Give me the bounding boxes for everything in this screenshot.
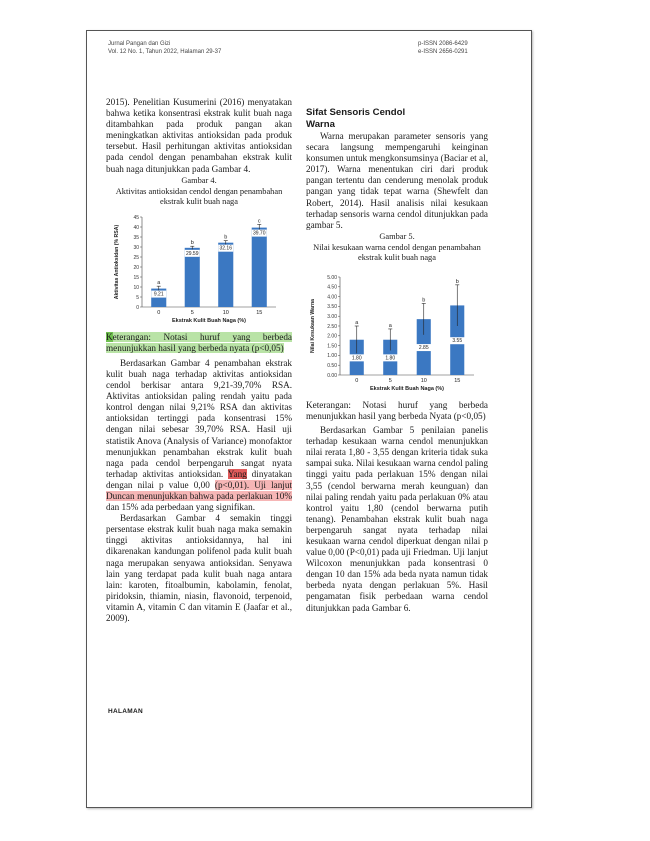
y-tick-label: 10 — [133, 284, 139, 291]
figure-5-chart — [306, 267, 488, 397]
left-paragraph-2-mid: dinyatakan dengan nilai p value 0,00 — [106, 468, 292, 490]
left-paragraph-2-text: Berdasarkan Gambar 4 penambahan ekstrak kulit buah naga terhadap aktivitas antioksidan cendol berkisar antara 9,21-39,70% RSA. Aktivitas antioksidan paling rendah yaitu pada kontrol dengan nilai 9,21% RSA dan aktivitas antioksidan tertinggi pada konsentrasi 15% dengan nilai sebesar 39,70% RSA. Hasil uji statistik Anova (Analysis of Variance) monofaktor menunjukkan penambahan ekstrak kulit buah naga pada cendol berpengaruh sangat nyata terhadap aktivitas antioksidan. — [106, 357, 292, 479]
right-column — [306, 107, 488, 614]
y-tick-label: 5 — [136, 294, 139, 301]
significance-letter: c — [257, 218, 261, 225]
significance-letter: a — [388, 322, 392, 329]
data-label: 29.59 — [185, 250, 199, 257]
y-tick-label: 3.00 — [327, 313, 337, 320]
note-line-2: menunjukkan hasil yang berbeda nyata (p<0,05) — [106, 342, 284, 353]
figure-4-label: Gambar 4. — [181, 175, 217, 185]
significance-letter: b — [455, 278, 459, 285]
y-tick-label: 30 — [133, 244, 139, 251]
significance-letter: a — [157, 279, 161, 286]
x-tick-label: 10 — [222, 309, 229, 316]
figure-4-chart — [106, 209, 292, 329]
left-paragraph-1: 2015). Penelitian Kusumerini (2016) menyatakan bahwa ketika konsentrasi ekstrak kulit buah naga ditambahkan pada produk pangan akan meningkatkan aktivitas antioksidan pada produk tersebut. Hasil perhitungan aktivitas antioksidan pada cendol dengan penambahan ekstrak kulit buah naga ditunjukkan pada Gambar 4. — [106, 97, 292, 174]
p-issn: p-ISSN 2086-6429 — [418, 41, 468, 47]
x-tick-label: 10 — [420, 377, 427, 384]
e-issn: e-ISSN 2656-0291 — [418, 49, 468, 55]
data-label: 32.16 — [219, 245, 233, 252]
left-column — [106, 97, 292, 624]
journal-volume: Vol. 12 No. 1, Tahun 2022, Halaman 29-37 — [108, 49, 222, 55]
y-tick-label: 15 — [133, 274, 139, 281]
y-tick-label: 4.00 — [327, 294, 337, 301]
figure-5-label: Gambar 5. — [379, 231, 415, 241]
y-tick-label: 0.50 — [327, 362, 337, 369]
y-tick-label: 40 — [133, 224, 139, 231]
significance-letter: b — [224, 234, 228, 241]
y-tick-label: 2.50 — [327, 323, 337, 330]
y-tick-label: 35 — [133, 234, 139, 241]
journal-header-right — [418, 40, 468, 56]
bar-10 — [218, 242, 233, 306]
data-label: 3.55 — [452, 338, 463, 345]
x-axis-title: Ekstrak Kulit Buah Naga (%) — [172, 317, 246, 324]
x-tick-label: 5 — [190, 309, 194, 316]
right-paragraph-1: Warna merupakan parameter sensoris yang secara langsung mempengaruhi keinginan konsumen untuk mengkonsumsinya (Baciar et al, 2017). Warna menentukan ciri dari produk pangan tertentu dan cenderung menolak produk pangan yang tidak tepat warna (Shewfelt dan Robert, 2014). Hasil analisis nilai kesukaan terhadap sensoris warna cendol ditunjukkan pada gambar 5. — [306, 131, 488, 230]
y-tick-label: 0 — [136, 304, 139, 311]
x-tick-label: 0 — [157, 309, 161, 316]
y-tick-label: 5.00 — [327, 274, 337, 281]
x-axis-title: Ekstrak Kulit Buah Naga (%) — [370, 385, 444, 392]
y-tick-label: 20 — [133, 264, 139, 271]
significance-letter: a — [355, 319, 359, 326]
data-label: 9.21 — [153, 291, 164, 298]
y-tick-label: 3.50 — [327, 304, 337, 311]
y-tick-label: 45 — [133, 214, 139, 221]
note-line-1: eterangan: Notasi huruf yang berbeda — [112, 331, 292, 342]
journal-header-left — [108, 40, 221, 56]
highlight-red-mark: Yang — [227, 468, 247, 479]
y-axis-title: Aktivitas Antioksidan (% RSA) — [114, 224, 120, 299]
section-heading: Sifat Sensoris Cendol — [306, 107, 406, 118]
data-label: 1.80 — [351, 355, 362, 362]
figure-4-title: Aktivitas antioksidan cendol dengan penambahan ekstrak kulit buah naga — [115, 186, 283, 206]
figure-4-note — [106, 332, 292, 354]
x-tick-label: 15 — [454, 377, 461, 384]
y-tick-label: 2.00 — [327, 333, 337, 340]
data-label: 39.70 — [252, 230, 266, 237]
significance-letter: b — [422, 297, 426, 304]
left-paragraph-2-end: dan 15% ada perbedaan yang signifikan. — [106, 502, 255, 513]
significance-letter: b — [190, 239, 194, 246]
y-axis-title: Nilai Kesukaan Warna — [310, 298, 316, 353]
x-tick-label: 0 — [355, 377, 359, 384]
figure-5-title: Nilai kesukaan warna cendol dengan penambahan ekstrak kulit buah naga — [313, 242, 481, 262]
y-tick-label: 25 — [133, 254, 139, 261]
subsection-heading: Warna — [306, 119, 335, 130]
highlight-red-text: (p<0,01). Uji lanjut Duncan menunjukkan bahwa pada perlakuan 10% — [106, 479, 293, 501]
data-label: 1.80 — [385, 355, 396, 362]
right-paragraph-2: Berdasarkan Gambar 5 penilaian panelis terhadap kesukaan warna cendol menunjukkan nilai rerata 1,80 - 3,55 dengan kriteria tidak suka sampai suka. Nilai kesukaan warna cendol paling tinggi yaitu pada perlakuan 15% dengan nilai 3,55 (cendol berwarna merah keunguan) dan nilai paling rendah yaitu pada perlakuan 0% atau kontrol yaitu 1,80 (cendol berwarna putih tenang). Penambahan ekstrak kulit buah naga berpengaruh sangat nyata terhadap nilai kesukaan warna cendol diperkuat dengan nilai p value 0,00 (P<0,01) pada uji Friedman. Uji lanjut Wilcoxon menunjukkan pada konsentrasi 0 dengan 10 dan 15% ada beda nyata namun tidak berbeda nyata dengan perlakuan 5%. Hasil pengamatan fisik perbedaan warna cendol ditunjukkan pada Gambar 6. — [306, 425, 488, 613]
note-highlight-mark: K — [106, 331, 113, 342]
x-tick-label: 15 — [256, 309, 263, 316]
y-tick-label: 1.00 — [327, 353, 337, 360]
left-paragraph-3: Berdasarkan Gambar 4 semakin tinggi persentase ekstrak kulit buah naga maka semakin tinggi aktivitas antioksidannya, hal ini dikarenakan kandungan polifenol pada kulit buah naga merupakan senyawa antioksidan. Senyawa lain yang terdapat pada kulit buah naga antara lain: karoten, fitoalbumin, kabolamin, fenolat, piridoksin, thiamin, niasin, flavonoid, terpenoid, vitamin A, vitamin C dan vitamin E (Jaafar et al., 2009). — [106, 513, 292, 623]
journal-name: Jurnal Pangan dan Gizi — [108, 41, 171, 47]
y-tick-label: 0.00 — [327, 372, 337, 379]
page-footer: HALAMAN — [108, 708, 143, 715]
y-tick-label: 4.50 — [327, 284, 337, 291]
bar-15 — [252, 227, 267, 306]
x-tick-label: 5 — [388, 377, 392, 384]
y-tick-label: 1.50 — [327, 343, 337, 350]
left-paragraph-2 — [106, 358, 292, 513]
data-label: 2.85 — [418, 344, 429, 351]
figure-5-note: Keterangan: Notasi huruf yang berbeda menunjukkan hasil yang berbeda Nyata (p<0,05) — [306, 399, 488, 421]
